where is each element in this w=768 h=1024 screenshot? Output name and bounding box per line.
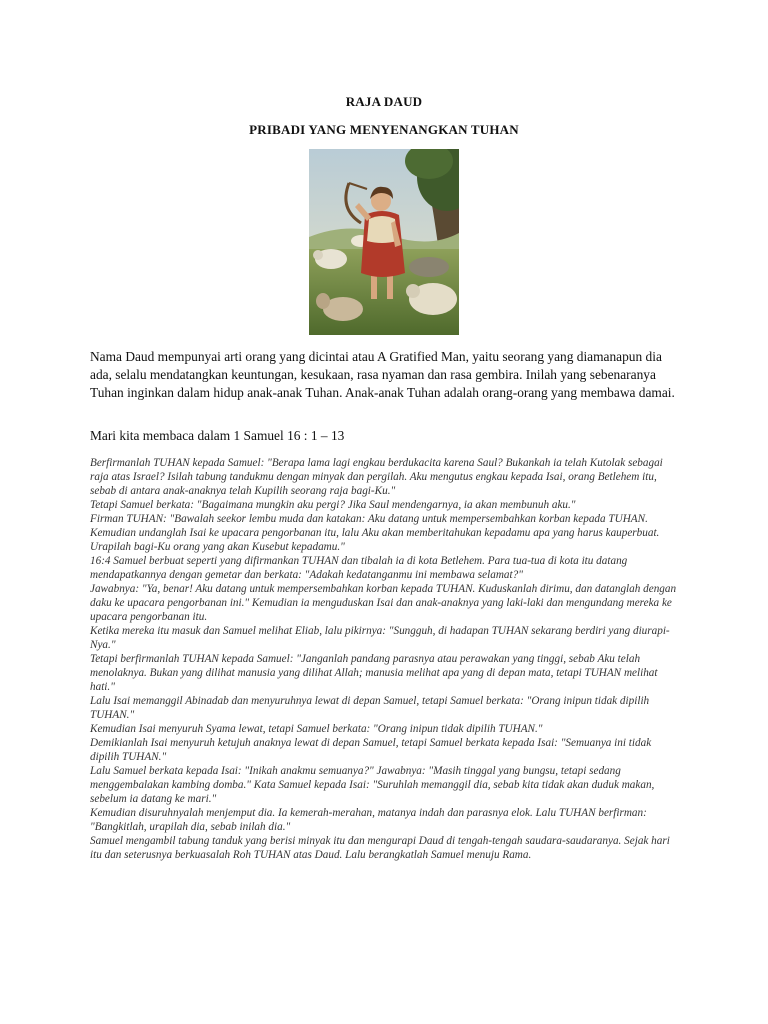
verse: Ketika mereka itu masuk dan Samuel melihat Eliab, lalu pikirnya: "Sungguh, di hadapan TUHAN sekarang berdiri yang diurapi-Nya." [90,625,670,651]
verse: Demikianlah Isai menyuruh ketujuh anaknya lewat di depan Samuel, tetapi Samuel berkata kepada Isai: "Semuanya ini tidak dipilih TUHAN." [90,737,652,763]
verse: Samuel mengambil tabung tanduk yang berisi minyak itu dan mengurapi Daud di tengah-tengah saudara-saudaranya. Sejak hari itu dan seterusnya berkuasalah Roh TUHAN atas Daud. Lalu berangkatlah Samuel menuju Rama. [90,835,670,861]
verse: Jawabnya: "Ya, benar! Aku datang untuk mempersembahkan korban kepada TUHAN. Kuduskanlah dirimu, dan datanglah dengan daku ke upacara pengorbanan ini." Kemudian ia menguduskan Isai dan anak-anaknya yang laki-laki dan mengundang mereka ke upacara pengorbanan itu. [90,583,677,623]
illustration-image [309,149,459,335]
verse: Lalu Isai memanggil Abinadab dan menyuruhnya lewat di depan Samuel, tetapi Samuel berkata: "Orang inipun tidak dipilih TUHAN." [90,695,650,721]
document-subtitle: PRIBADI YANG MENYENANGKAN TUHAN [249,122,519,137]
scripture-passage [90,456,680,862]
verse: Berfirmanlah TUHAN kepada Samuel: "Berapa lama lagi engkau berdukacita karena Saul? Bukankah ia telah Kutolak sebagai raja atas Israel? Isilah tabung tandukmu dengan minyak dan pergilah. Aku mengutus engkau kepada Isai, orang Betlehem itu, sebab di antara anak-anaknya telah Kupilih seorang raja bagi-Ku." [90,457,663,497]
verse: Tetapi berfirmanlah TUHAN kepada Samuel: "Janganlah pandang parasnya atau perawakan yang tinggi, sebab Aku telah menolaknya. Bukan yang dilihat manusia yang dilihat Allah; manusia melihat apa yang di depan mata, tetapi TUHAN melihat hati." [90,653,658,693]
verse: Tetapi Samuel berkata: "Bagaimana mungkin aku pergi? Jika Saul mendengarnya, ia akan membunuh aku." [90,499,576,511]
verse: Kemudian disuruhnyalah menjemput dia. Ia kemerah-merahan, matanya indah dan parasnya elok. Lalu TUHAN berfirman: "Bangkitlah, urapilah dia, sebab inilah dia." [90,807,647,833]
verse: Kemudian undanglah Isai ke upacara pengorbanan itu, lalu Aku akan memberitahukan kepadamu apa yang harus kauperbuat. Urapilah bagi-Ku orang yang akan Kusebut kepadamu." [90,527,660,553]
verse: Kemudian Isai menyuruh Syama lewat, tetapi Samuel berkata: "Orang inipun tidak dipilih TUHAN." [90,723,543,735]
david-shepherd-illustration [309,149,459,335]
intro-paragraph: Nama Daud mempunyai arti orang yang dicintai atau A Gratified Man, yaitu seorang yang diamanapun dia ada, selalu mendatangkan keuntungan, kesukaan, rasa nyaman dan rasa gembira. Inilah yang sebenaranya Tuhan inginkan dalam hidup anak-anak Tuhan. Anak-anak Tuhan adalah orang-orang yang membawa damai. [90,349,675,400]
verse: 16:4 Samuel berbuat seperti yang difirmankan TUHAN dan tibalah ia di kota Betlehem. Para tua-tua di kota itu datang mendapatkannya dengan gemetar dan berkata: "Adakah kedatanganmu ini membawa selamat?" [90,555,628,581]
document-title: RAJA DAUD [345,94,423,109]
verse: Lalu Samuel berkata kepada Isai: "Inikah anakmu semuanya?" Jawabnya: "Masih tinggal yang bungsu, tetapi sedang menggembalakan kambing domba." Kata Samuel kepada Isai: "Suruhlah memanggil dia, sebab kita tidak akan duduk makan, sebelum ia datang ke mari." [90,765,655,805]
verse: Firman TUHAN: "Bawalah seekor lembu muda dan katakan: Aku datang untuk mempersembahkan korban kepada TUHAN. [90,513,648,525]
scripture-reference: Mari kita membaca dalam 1 Samuel 16 : 1 – 13 [90,428,345,443]
